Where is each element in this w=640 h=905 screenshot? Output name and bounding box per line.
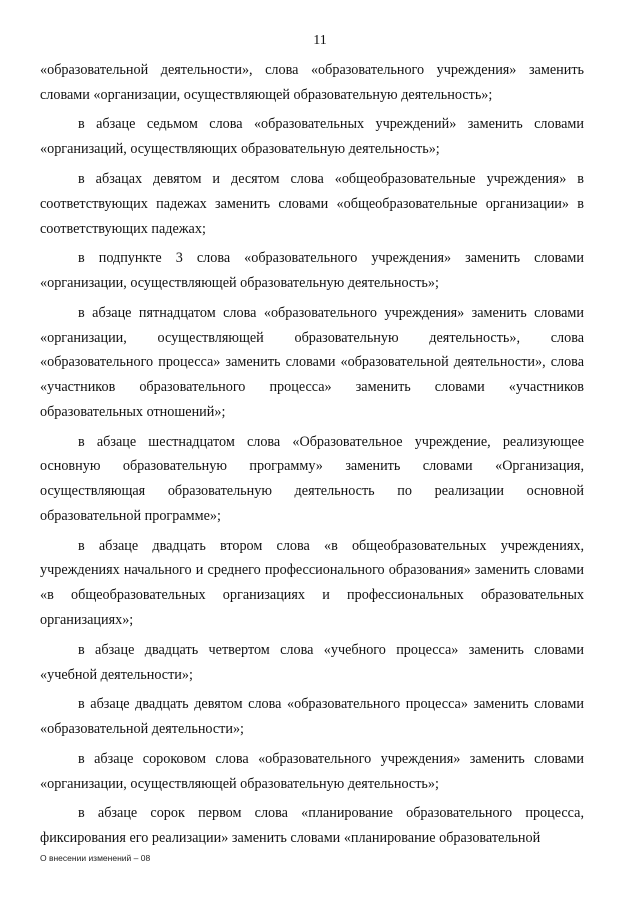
paragraph: в абзаце двадцать девятом слова «образовательного процесса» заменить словами «образовательной деятельности»;: [40, 696, 584, 738]
paragraph: в абзаце шестнадцатом слова «Образовательное учреждение, реализующее основную образовательную программу» заменить словами «Организация, осуществляющая образовательную деятельность по реализации основной образовательной программе»;: [40, 433, 584, 524]
paragraph: «образовательной деятельности», слова «образовательного учреждения» заменить словами «организации, осуществляющей образовательную деятельность»;: [40, 62, 584, 103]
page-number: 11: [313, 33, 327, 48]
page-footer: О внесении изменений – 08: [40, 853, 151, 863]
paragraph: в подпункте 3 слова «образовательного учреждения» заменить словами «организации, осуществляющей образовательную деятельность»;: [40, 250, 584, 292]
paragraph: в абзацах девятом и десятом слова «общеобразовательные учреждения» в соответствующих падежах заменить словами «общеобразовательные организации» в соответствующих падежах;: [40, 170, 584, 237]
paragraph: в абзаце двадцать четвертом слова «учебного процесса» заменить словами «учебной деятельности»;: [40, 641, 584, 683]
paragraph: в абзаце пятнадцатом слова «образовательного учреждения» заменить словами «организации, осуществляющей образовательную деятельность», слова «образовательного процесса» заменить словами «образовательной деятельности», слова «участников образовательного процесса» заменить словами «участников образовательных отношений»;: [40, 304, 584, 420]
paragraph: в абзаце сорок первом слова «планирование образовательного процесса, фиксирования его реализации» заменить словами «планирование образовательной: [40, 805, 584, 847]
paragraph: в абзаце сороковом слова «образовательного учреждения» заменить словами «организации, осуществляющей образовательную деятельность»;: [40, 750, 584, 792]
paragraph: в абзаце седьмом слова «образовательных учреждений» заменить словами «организаций, осуществляющих образовательную деятельность»;: [40, 116, 584, 158]
document-body: [40, 58, 584, 856]
paragraph: в абзаце двадцать втором слова «в общеобразовательных учреждениях, учреждениях начального и среднего профессионального образования» заменить словами «в общеобразовательных организациях и профессиональных образовательных организациях»;: [40, 537, 584, 629]
